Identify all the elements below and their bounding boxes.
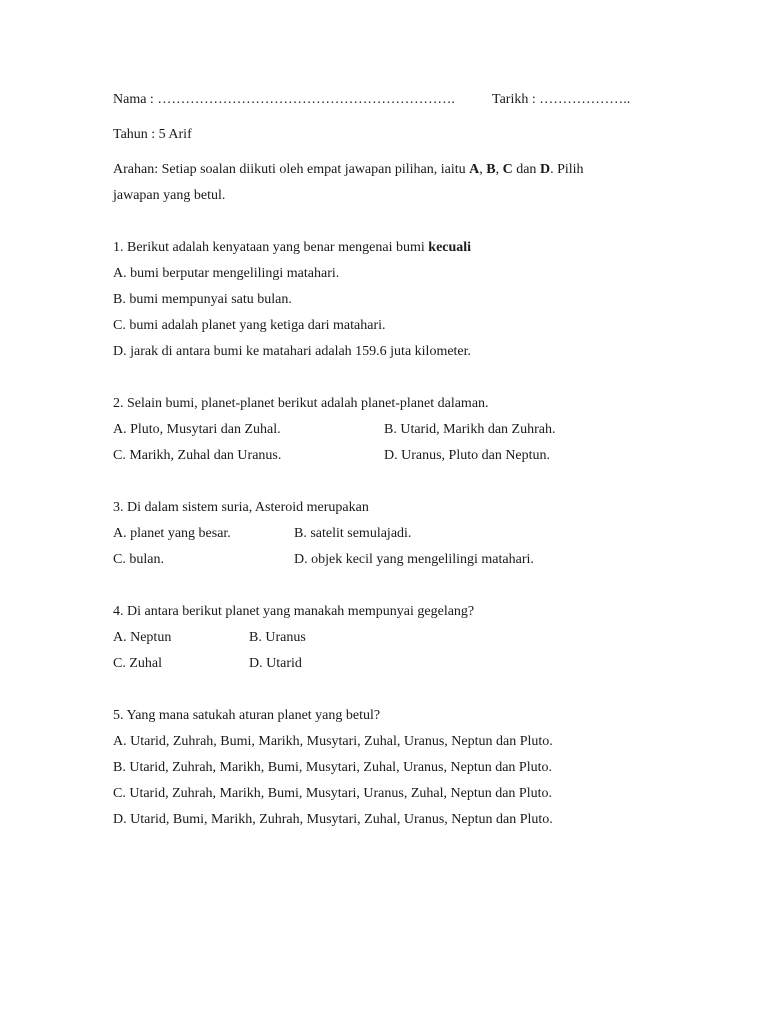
question-1-option-b: B. bumi mempunyai satu bulan. [113, 292, 292, 307]
question-1-option-c: C. bumi adalah planet yang ketiga dari matahari. [113, 318, 386, 333]
question-5-option-d: D. Utarid, Bumi, Marikh, Zuhrah, Musytari, Zuhal, Uranus, Neptun dan Pluto. [113, 812, 553, 827]
question-3-option-c: C. bulan. [113, 552, 164, 567]
question-3-option-b: B. satelit semulajadi. [294, 526, 412, 541]
instructions-option-a: A [469, 162, 480, 177]
question-4-option-b: B. Uranus [249, 630, 306, 645]
date-field-label: Tarikh : ……………….. [492, 92, 631, 107]
question-2-option-b: B. Utarid, Marikh dan Zuhrah. [384, 422, 556, 437]
question-1-stem: 1. Berikut adalah kenyataan yang benar mengenai bumi [113, 240, 429, 255]
instructions-line-2: jawapan yang betul. [113, 188, 226, 203]
question-1-text [113, 239, 471, 257]
instructions-option-b: B [486, 162, 496, 177]
question-5-option-a: A. Utarid, Zuhrah, Bumi, Marikh, Musytari, Zuhal, Uranus, Neptun dan Pluto. [113, 734, 553, 749]
question-4-option-a: A. Neptun [113, 630, 172, 645]
question-4-text: 4. Di antara berikut planet yang manakah mempunyai gegelang? [113, 604, 475, 619]
name-field-label: Nama : ………………………………………………………. [113, 92, 455, 107]
instructions-suffix: . Pilih [550, 162, 584, 177]
question-3-option-d: D. objek kecil yang mengelilingi matahari. [294, 552, 534, 567]
instructions-separator: , [495, 162, 503, 177]
question-2-option-c: C. Marikh, Zuhal dan Uranus. [113, 448, 282, 463]
question-5-text: 5. Yang mana satukah aturan planet yang betul? [113, 708, 381, 723]
instructions-option-d: D [539, 162, 551, 177]
question-2-option-d: D. Uranus, Pluto dan Neptun. [384, 448, 551, 463]
question-4-option-d: D. Utarid [249, 656, 302, 671]
instructions-separator: , [479, 162, 487, 177]
question-2-option-a: A. Pluto, Musytari dan Zuhal. [113, 422, 281, 437]
question-1-option-d: D. jarak di antara bumi ke matahari adalah 159.6 juta kilometer. [113, 344, 472, 359]
question-1-option-a: A. bumi berputar mengelilingi matahari. [113, 266, 340, 281]
instructions-line-1 [113, 161, 584, 179]
instructions-prefix: Arahan: Setiap soalan diikuti oleh empat jawapan pilihan, iaitu [113, 162, 470, 177]
question-4-option-c: C. Zuhal [113, 656, 162, 671]
question-5-option-b: B. Utarid, Zuhrah, Marikh, Bumi, Musytari, Zuhal, Uranus, Neptun dan Pluto. [113, 760, 552, 775]
question-3-option-a: A. planet yang besar. [113, 526, 231, 541]
instructions-option-c: C [502, 162, 513, 177]
instructions-separator: dan [512, 162, 540, 177]
question-3-text: 3. Di dalam sistem suria, Asteroid merupakan [113, 500, 369, 515]
question-5-option-c: C. Utarid, Zuhrah, Marikh, Bumi, Musytari, Uranus, Zuhal, Neptun dan Pluto. [113, 786, 552, 801]
question-1-emphasis: kecuali [428, 240, 472, 255]
question-2-text: 2. Selain bumi, planet-planet berikut adalah planet-planet dalaman. [113, 396, 489, 411]
class-year-label: Tahun : 5 Arif [113, 127, 192, 142]
